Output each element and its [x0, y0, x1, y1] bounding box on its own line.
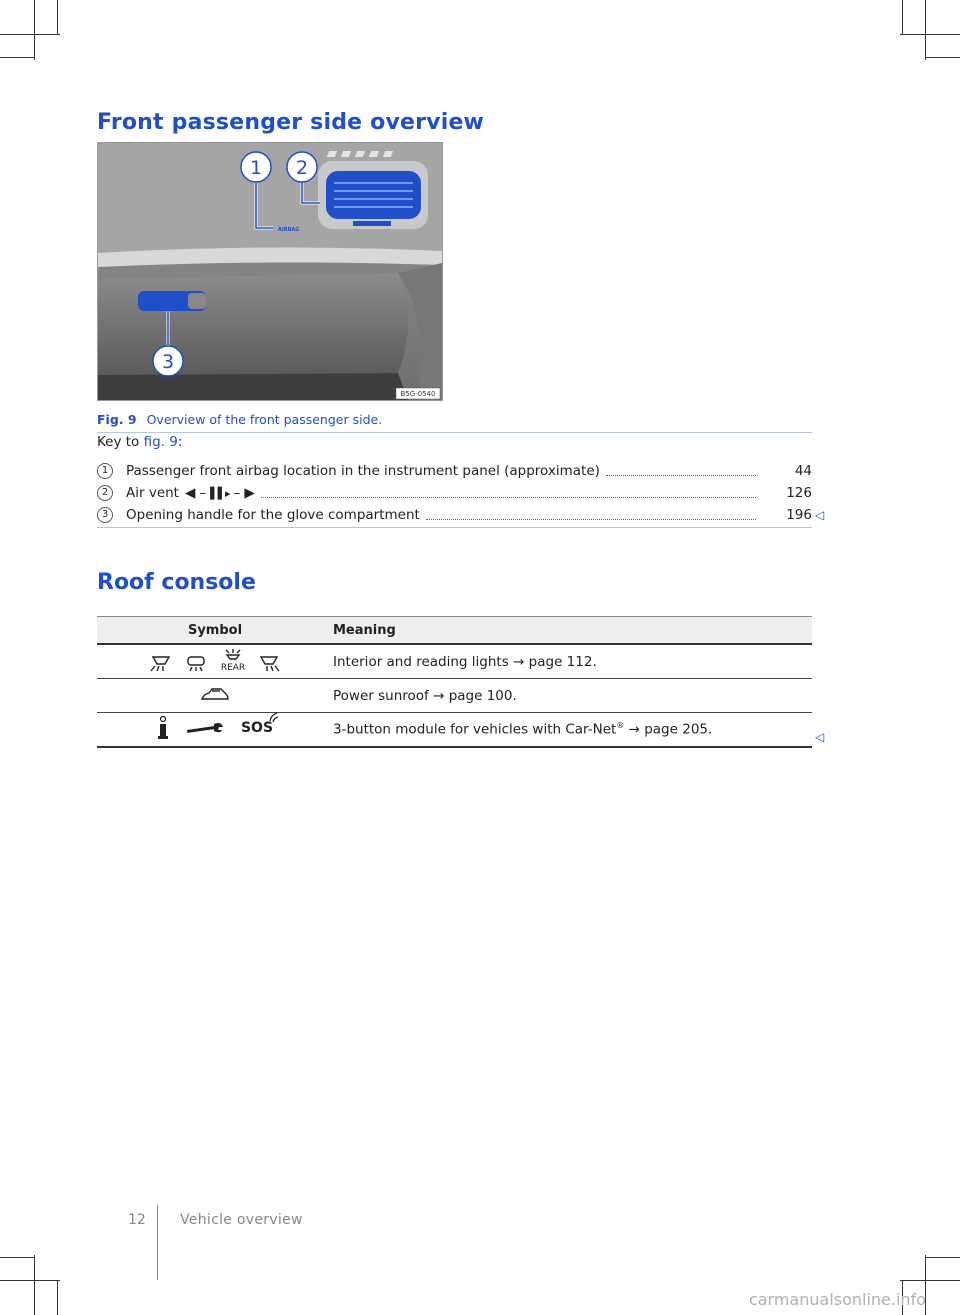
interior-light-right-icon: [257, 654, 281, 672]
airbag-label: AIRBAG: [278, 227, 300, 233]
key-item: [97, 504, 812, 526]
header-meaning: Meaning: [333, 617, 812, 645]
key-suffix: :: [177, 434, 183, 450]
leader-dots: [426, 519, 756, 520]
wrench-icon: [185, 721, 225, 735]
caption-text: Overview of the front passenger side.: [146, 412, 383, 427]
meaning-cell: [333, 644, 812, 679]
dashboard-illustration: [98, 143, 442, 400]
sos-icon: [241, 720, 273, 736]
footer-page-number: 12: [128, 1212, 146, 1228]
image-code: B5G-0540: [400, 390, 436, 398]
callout-2: 2: [295, 157, 309, 179]
key-item: [97, 482, 812, 504]
key-list: [97, 460, 812, 526]
page-ref[interactable]: page 100.: [448, 687, 517, 704]
arrow-right-icon: →: [628, 721, 640, 738]
footer-chapter: Vehicle overview: [180, 1212, 303, 1228]
callout-1: 1: [249, 157, 263, 179]
vent-separator: –: [199, 485, 207, 501]
vent-center-icon: ▌▌▸: [210, 486, 230, 500]
dashboard-figure: [97, 142, 443, 401]
key-number: 2: [97, 485, 113, 501]
arrow-right-icon: →: [513, 653, 525, 670]
interior-light-left-icon: [149, 654, 173, 672]
key-number: 1: [97, 463, 113, 479]
meaning-text: Interior and reading lights: [333, 653, 509, 670]
divider: [97, 527, 812, 528]
page-ref[interactable]: page 205.: [644, 721, 713, 738]
fig-link[interactable]: fig. 9: [143, 434, 178, 450]
leader-dots: [261, 497, 756, 498]
section-end-icon: ◁: [815, 730, 825, 744]
arrow-right-icon: →: [433, 687, 445, 704]
figure-caption: [97, 412, 812, 433]
symbol-cell: [97, 679, 333, 713]
symbol-table: [97, 616, 812, 748]
callout-3: 3: [161, 351, 175, 373]
table-header-row: [97, 617, 812, 645]
sos-label: SOS: [240, 719, 274, 736]
section-title-roof-console: Roof console: [97, 570, 256, 595]
meaning-cell: [333, 679, 812, 713]
sunroof-icon: [200, 686, 230, 702]
key-prefix: Key to: [97, 434, 140, 450]
meaning-cell: [333, 713, 812, 748]
rear-label: REAR: [220, 662, 246, 673]
table-row: [97, 644, 812, 679]
page-number[interactable]: 44: [794, 463, 812, 479]
page-ref[interactable]: page 112.: [528, 653, 597, 670]
key-text: Air vent: [126, 485, 179, 501]
caption-label: Fig. 9: [97, 412, 137, 427]
key-text: Passenger front airbag location in the instrument panel (approximate): [126, 463, 600, 479]
symbol-cell: [97, 644, 333, 679]
key-intro: [97, 434, 182, 450]
symbol-cell: [97, 713, 333, 748]
info-icon: [157, 716, 169, 740]
meaning-text: 3-button module for vehicles with Car-Net: [333, 721, 617, 738]
meaning-text: Power sunroof: [333, 687, 429, 704]
watermark: carmanualsonline.info: [748, 1290, 926, 1309]
interior-light-door-icon: [185, 654, 209, 672]
vent-left-icon: ◀: [184, 485, 196, 501]
vent-right-icon: ▶: [244, 485, 255, 501]
vent-separator: –: [233, 485, 241, 501]
vent-symbols: [185, 485, 255, 501]
section-end-icon: ◁: [815, 508, 825, 522]
key-item: [97, 460, 812, 482]
key-number: 3: [97, 507, 113, 523]
leader-dots: [606, 475, 756, 476]
page-number[interactable]: 126: [786, 485, 812, 501]
rear-light-icon: [221, 648, 245, 672]
section-title-front-passenger: Front passenger side overview: [97, 110, 485, 135]
header-symbol: Symbol: [97, 617, 333, 645]
page-number[interactable]: 196: [786, 507, 812, 523]
table-row: [97, 679, 812, 713]
key-text: Opening handle for the glove compartment: [126, 507, 420, 523]
table-row: [97, 713, 812, 748]
footer-divider: [157, 1205, 158, 1280]
registered-mark: ®: [616, 721, 625, 731]
